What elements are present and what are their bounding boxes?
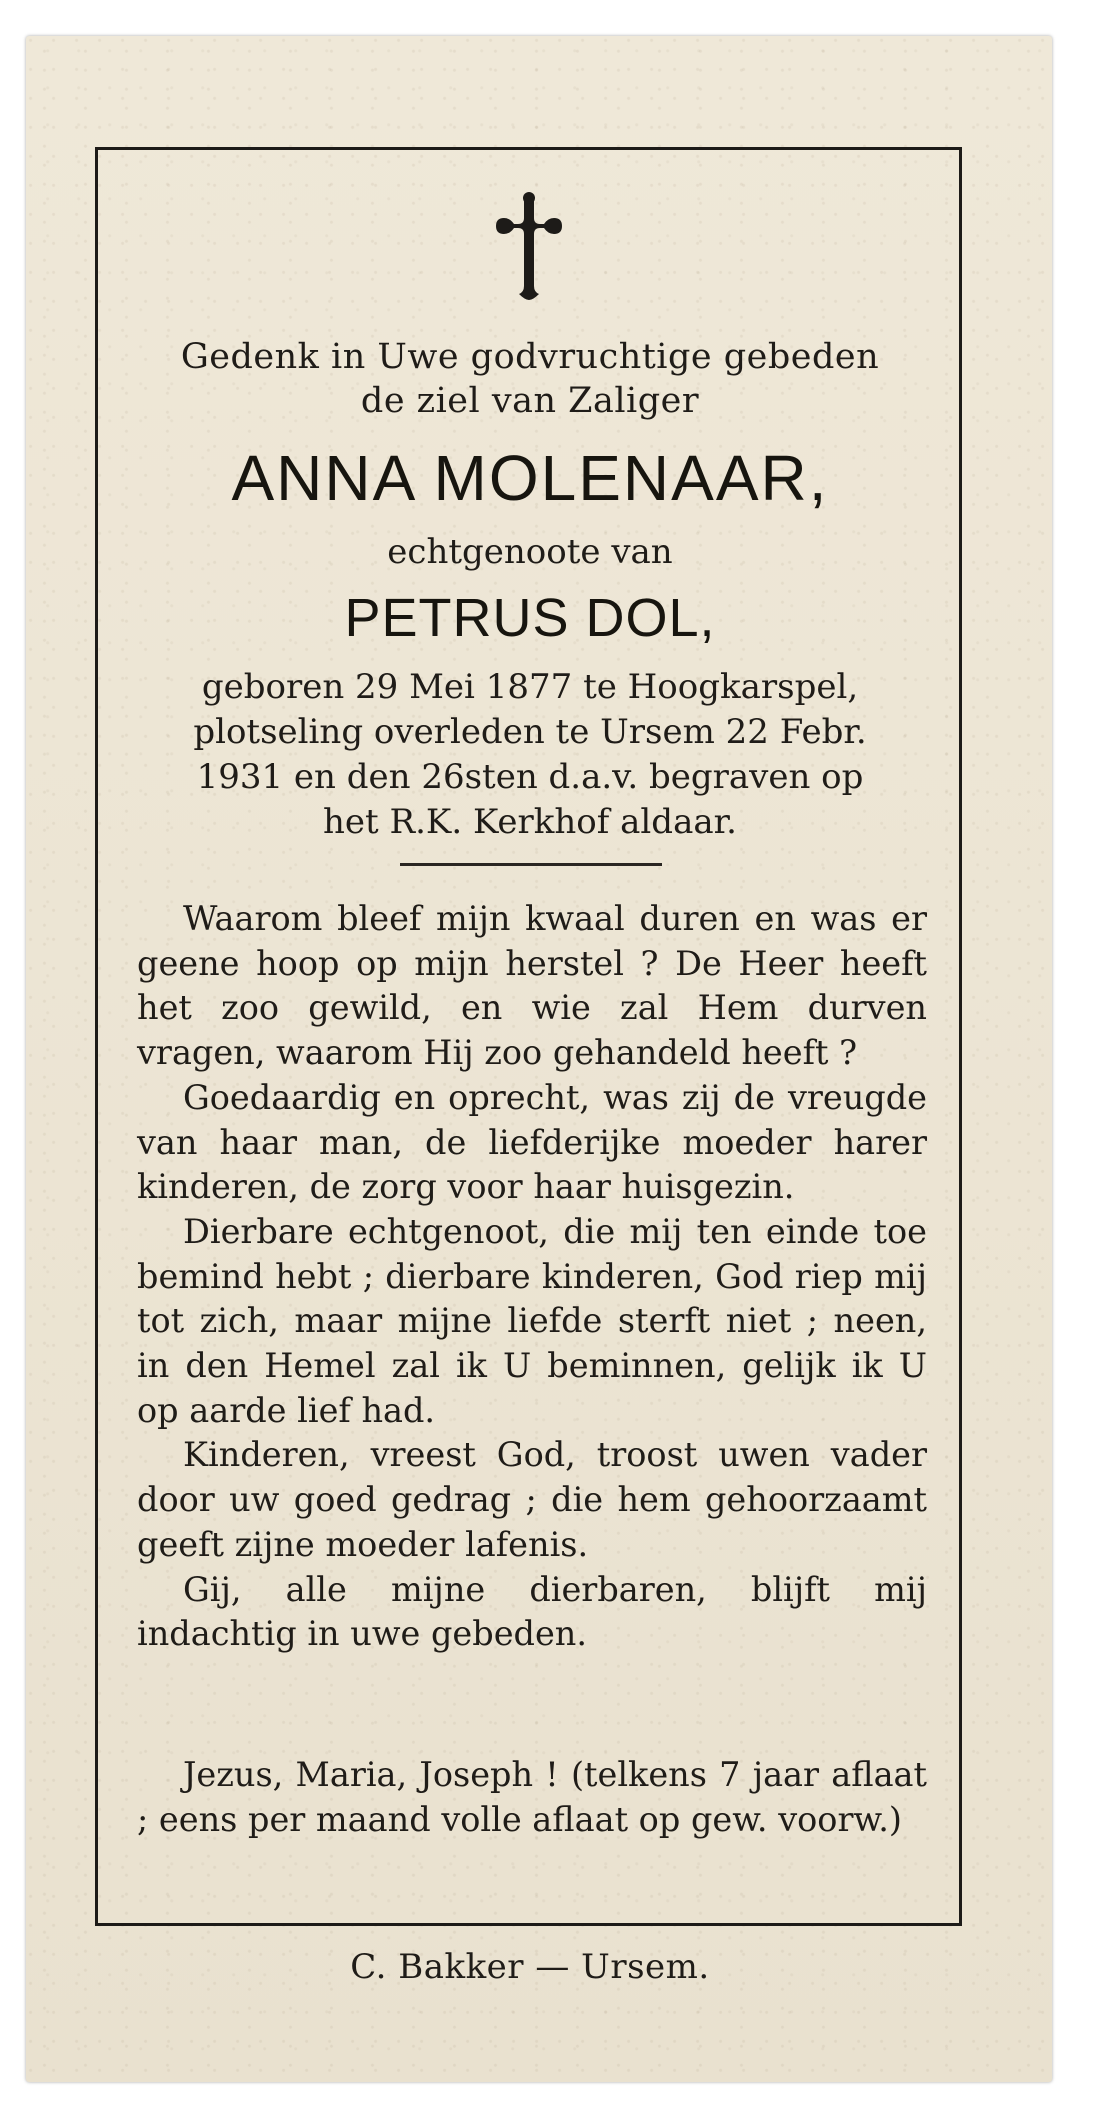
spouse-label: echtgenoote van: [387, 532, 673, 572]
biography: [130, 665, 930, 845]
intro-line: Gedenk in Uwe godvruchtige gebeden: [180, 337, 880, 377]
paragraph: Gij, alle mijne dierbaren, blijft mij indachtig in uwe gebeden.: [137, 1569, 927, 1654]
bio-line: plotseling overleden te Ursem 22 Febr.: [193, 712, 867, 752]
spouse-name: PETRUS DOL,: [344, 588, 716, 648]
intro-line: de ziel van Zaliger: [360, 381, 700, 421]
paragraph: Waarom bleef mijn kwaal duren en was er geene hoop op mijn herstel ? De Heer heeft het zoo gewild, en wie zal Hem durven vragen, waarom Hij zoo gehandeld heeft ?: [137, 899, 927, 1073]
bio-line: geboren 29 Mei 1877 te Hoogkarspel,: [201, 667, 859, 707]
deceased-name: ANNA MOLENAAR,: [231, 442, 829, 514]
printer-credit: C. Bakker — Ursem.: [350, 1947, 710, 1987]
paragraph: Dierbare echtgenoot, die mij ten einde toe bemind hebt ; dierbare kinderen, God riep mij tot zich, maar mijne liefde sterft niet ; neen, in den Hemel zal ik U beminnen, gelijk ik U op aarde lief had.: [137, 1211, 927, 1430]
memorial-text: [137, 897, 927, 1657]
paragraph: Goedaardig en oprecht, was zij de vreugde van haar man, de liefderijke moeder harer kinderen, de zorg voor haar huisgezin.: [137, 1077, 927, 1207]
paragraph: Kinderen, vreest God, troost uwen vader door uw goed gedrag ; die hem gehoorzaamt geeft zijne moeder lafenis.: [137, 1435, 927, 1564]
intro-text: [130, 335, 930, 423]
bio-line: het R.K. Kerkhof aldaar.: [323, 802, 737, 842]
prayer-text: Jezus, Maria, Joseph ! (telkens 7 jaar aflaat ; eens per maand volle aflaat op gew. voorw.): [137, 1755, 927, 1839]
cross-icon: [490, 192, 568, 302]
divider: [400, 863, 662, 866]
indulgence-prayer: [137, 1753, 927, 1842]
bio-line: 1931 en den 26sten d.a.v. begraven op: [196, 757, 864, 797]
